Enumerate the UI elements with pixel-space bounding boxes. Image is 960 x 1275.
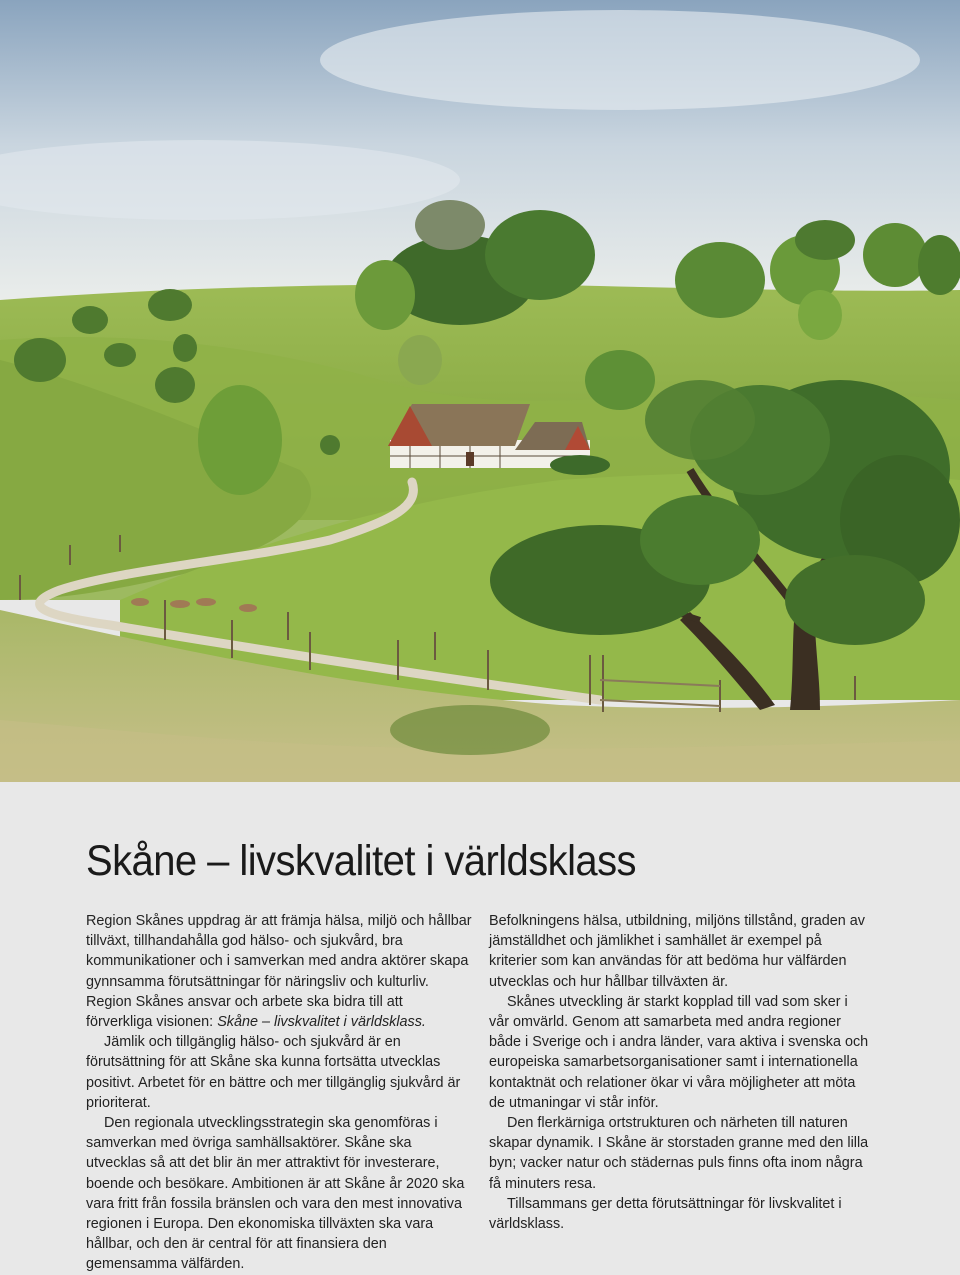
paragraph: Tillsammans ger detta förutsättningar för livskvalitet i världsklass. <box>489 1195 842 1233</box>
left-column <box>86 911 472 1275</box>
right-column <box>489 911 869 1234</box>
page-title: Skåne – livskvalitet i världsklass <box>86 837 636 885</box>
paragraph: Den regionala utvecklingsstrategin ska genomföras i samverkan med övriga samhällsaktörer. Skåne ska utvecklas så att det blir än mer attraktivt för investerare, boende och besökare. Ambitionen är att Skåne år 2020 ska vara fritt från fossila bränslen och vara den mest innovativa regionen i Europa. Den ekonomiska tillväxten ska vara hållbar, och den är central för att finansiera den gemensamma välfärden. <box>86 1115 465 1273</box>
paragraph: Skånes utveckling är starkt kopplad till vad som sker i vår omvärld. Genom att samarbeta med andra regioner både i Sverige och i andra länder, vara aktiva i svenska och europeiska samarbetsorganisationer samt i internationella kontaktnät och relationer ökar vi våra möjligheter att möta de utmaningar vi står inför. <box>489 993 869 1111</box>
paragraph: Befolkningens hälsa, utbildning, miljöns tillstånd, graden av jämställdhet och jämlikhet i samhället är exempel på kriterier som kan användas för att bedöma hur välfärden utvecklas och hur hållbar tillväxten är. <box>489 913 865 990</box>
paragraph-text: Region Skånes uppdrag är att främja hälsa, miljö och hållbar tillväxt, tillhandahålla god hälso- och sjukvård, bra kommunikationer och i samverkan med andra aktörer skapa gynnsamma förutsättningar för näringsliv och kulturliv. Region Skånes ansvar och arbete ska bidra till att förverkliga visionen: <box>86 913 472 1031</box>
paragraph <box>86 911 472 1032</box>
article <box>0 782 960 1273</box>
paragraph: Den flerkärniga ortstrukturen och närheten till naturen skapar dynamik. I Skåne är storstaden granne med den lilla byn; vacker natur och städernas puls finns ofta inom några få minuters resa. <box>489 1115 869 1192</box>
paragraph: Jämlik och tillgänglig hälso- och sjukvård är en förutsättning för att Skåne ska kunna fortsätta utvecklas positivt. Arbetet för en bättre och mer tillgänglig sjukvård är prioriterat. <box>86 1034 461 1111</box>
vision-text: Skåne – livskvalitet i världsklass. <box>217 1014 426 1031</box>
